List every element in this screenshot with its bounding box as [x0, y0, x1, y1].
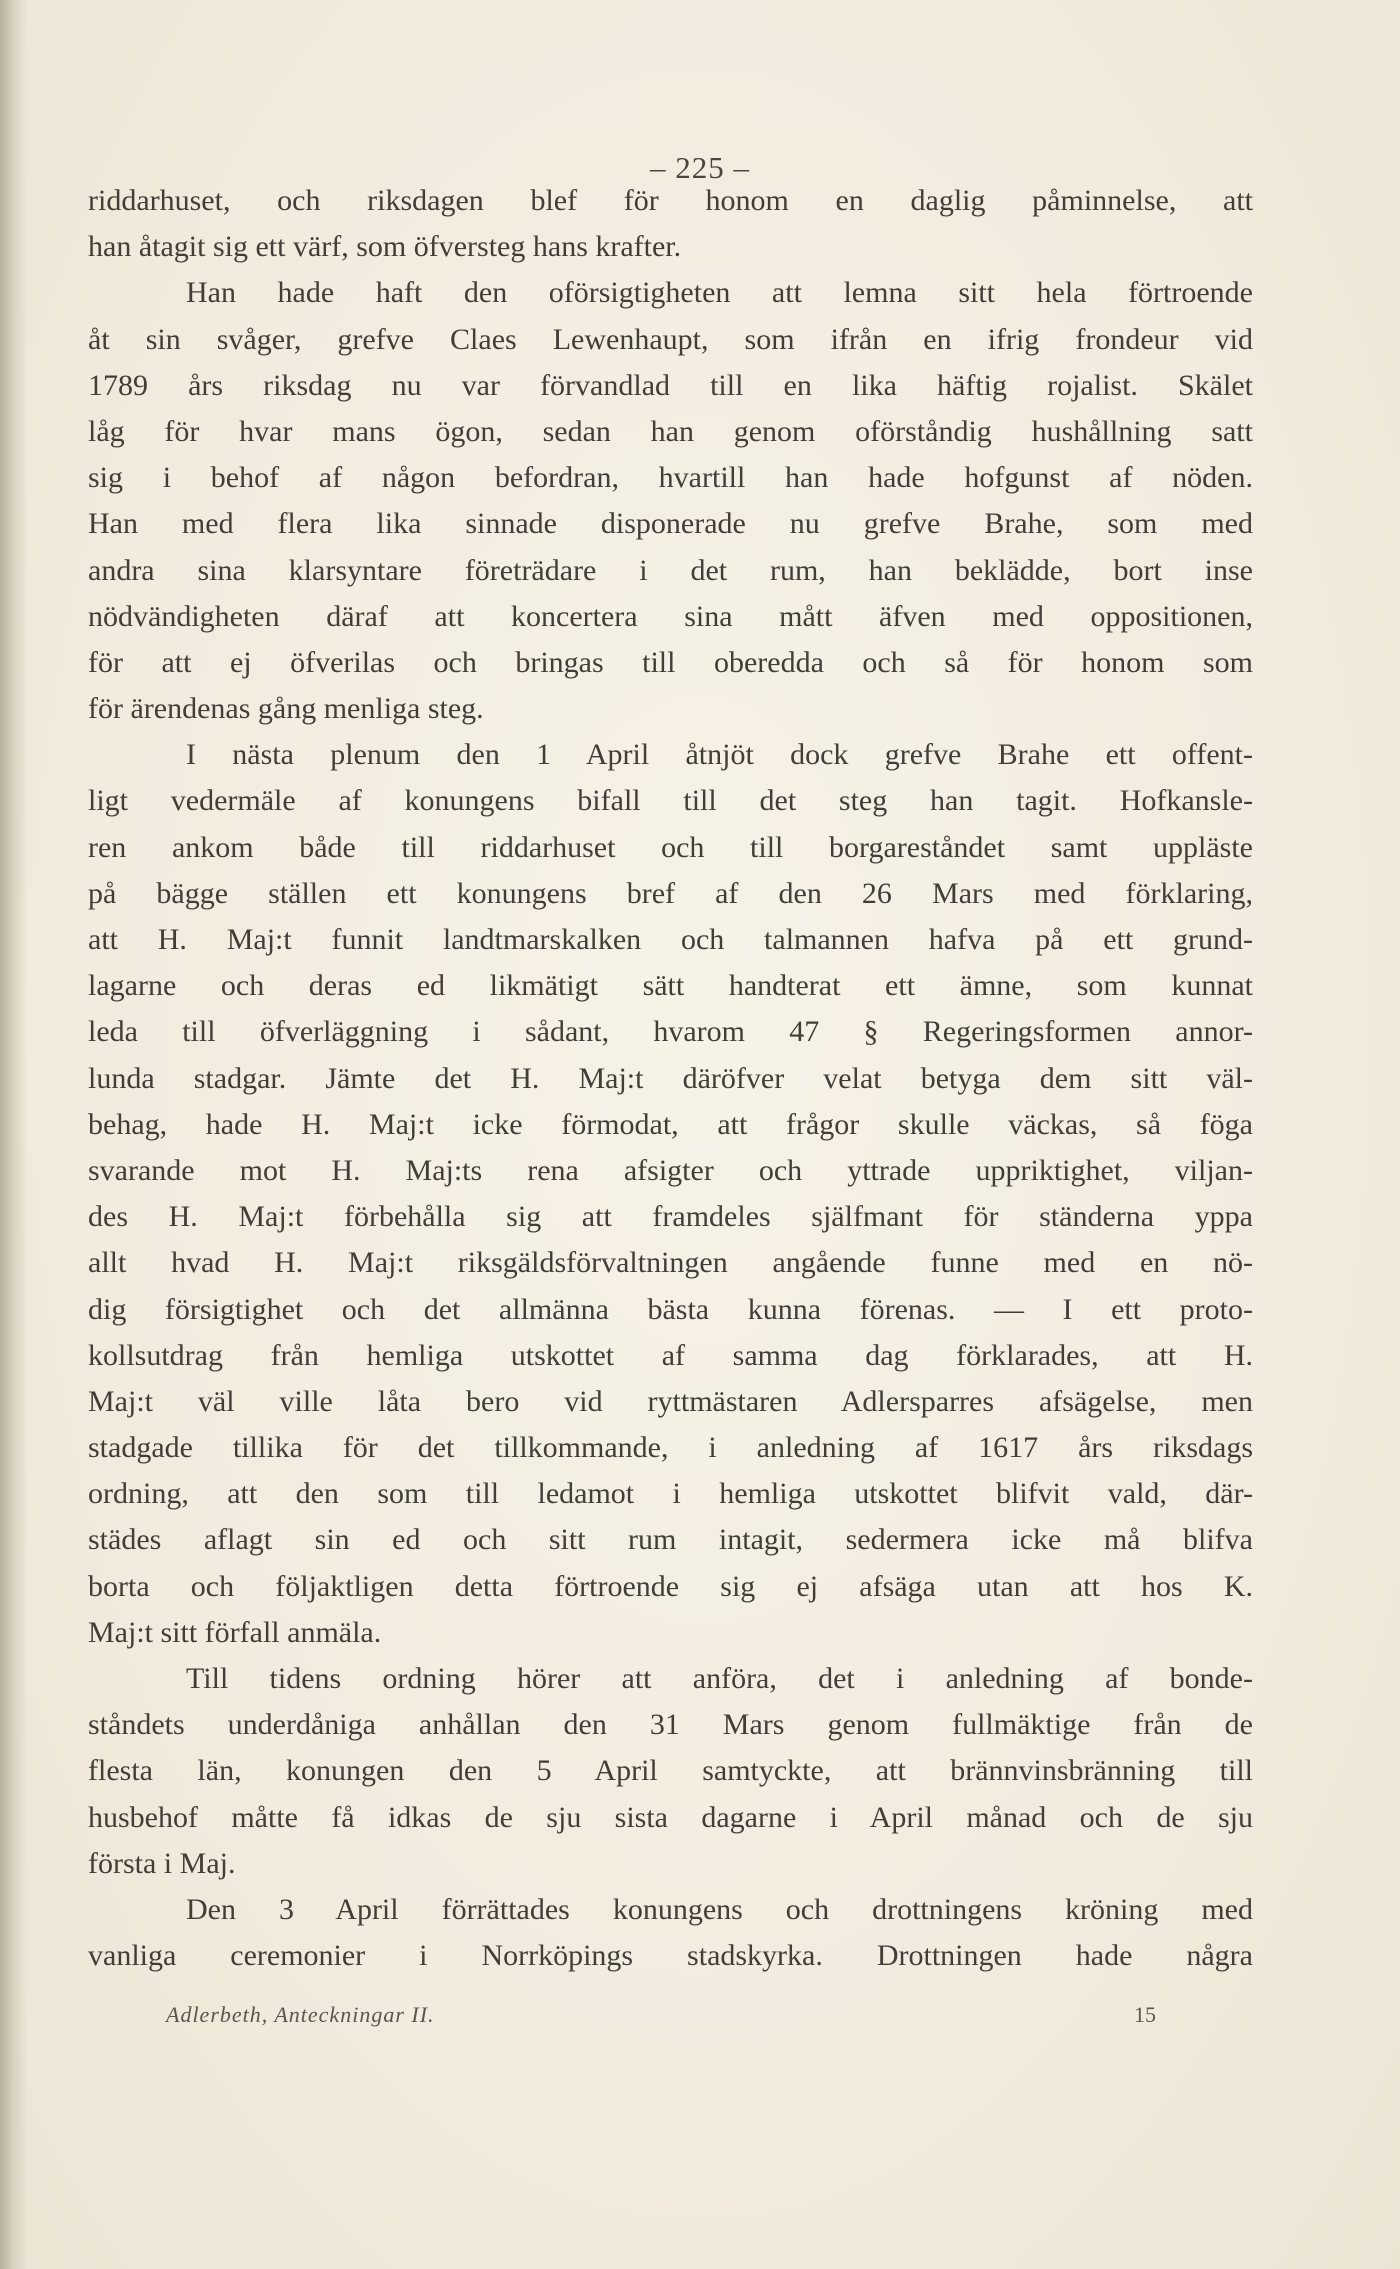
text-line: för ärendenas gång menliga steg.	[88, 692, 484, 726]
text-line: på bägge ställen ett konungens bref af den 26 Mars med förklaring,	[88, 876, 1253, 910]
footer-sheet-mark: 15	[1134, 2002, 1156, 2027]
text-line: flesta län, konungen den 5 April samtyckte, att brännvinsbränning till	[88, 1754, 1253, 1788]
text-line: 1789 års riksdag nu var förvandlad till en lika häftig rojalist. Skälet	[88, 368, 1253, 402]
text-line: sig i behof af någon befordran, hvartill han hade hofgunst af nöden.	[88, 461, 1253, 495]
footer-signature: Adlerbeth, Anteckningar II.	[166, 2002, 435, 2027]
text-line: ståndets underdåniga anhållan den 31 Mars genom fullmäktige från de	[88, 1708, 1253, 1742]
body-text	[88, 178, 1253, 1979]
text-line: Den 3 April förrättades konungens och drottningens kröning med	[186, 1892, 1253, 1926]
text-line: leda till öfverläggning i sådant, hvarom 47 § Regeringsformen annor-	[88, 1015, 1253, 1049]
text-line: kollsutdrag från hemliga utskottet af samma dag förklarades, att H.	[88, 1338, 1253, 1372]
text-line: des H. Maj:t förbehålla sig att framdeles själfmant för ständerna yppa	[88, 1200, 1253, 1234]
text-line: borta och följaktligen detta förtroende sig ej afsäga utan att hos K.	[88, 1569, 1253, 1603]
text-line: nödvändigheten däraf att koncertera sina mått äfven med oppositionen,	[88, 599, 1253, 633]
text-line: stadgade tillika för det tillkommande, i anledning af 1617 års riksdags	[88, 1431, 1253, 1465]
text-line: husbehof måtte få idkas de sju sista dagarne i April månad och de sju	[88, 1800, 1253, 1834]
text-line: för att ej öfverilas och bringas till oberedda och så för honom som	[88, 645, 1253, 679]
page-footer	[166, 2002, 1156, 2036]
text-line: dig försigtighet och det allmänna bästa kunna förenas. — I ett proto-	[88, 1292, 1253, 1326]
text-line: allt hvad H. Maj:t riksgäldsförvaltningen angående funne med en nö-	[88, 1246, 1253, 1280]
text-line: Maj:t väl ville låta bero vid ryttmästaren Adlersparres afsägelse, men	[88, 1384, 1253, 1418]
text-line: vanliga ceremonier i Norrköpings stadskyrka. Drottningen hade några	[88, 1939, 1253, 1973]
text-line: I nästa plenum den 1 April åtnjöt dock grefve Brahe ett offent-	[186, 738, 1253, 772]
text-line: ligt vedermäle af konungens bifall till det steg han tagit. Hofkansle-	[88, 784, 1253, 818]
text-line: Maj:t sitt förfall anmäla.	[88, 1615, 382, 1649]
text-line: lunda stadgar. Jämte det H. Maj:t däröfver velat betyga dem sitt väl-	[88, 1061, 1253, 1095]
text-line: lagarne och deras ed likmätigt sätt handterat ett ämne, som kunnat	[88, 969, 1253, 1003]
text-line: han åtagit sig ett värf, som öfversteg hans krafter.	[88, 230, 682, 264]
page-number: – 225 –	[650, 150, 750, 185]
text-line: behag, hade H. Maj:t icke förmodat, att frågor skulle väckas, så föga	[88, 1107, 1253, 1141]
text-line: ren ankom både till riddarhuset och till borgareståndet samt uppläste	[88, 830, 1253, 864]
text-line: Till tidens ordning hörer att anföra, det i anledning af bonde-	[186, 1662, 1253, 1695]
text-line: låg för hvar mans ögon, sedan han genom oförståndig hushållning satt	[88, 414, 1253, 448]
text-line: städes aflagt sin ed och sitt rum intagit, sedermera icke må blifva	[88, 1523, 1253, 1557]
text-line: svarande mot H. Maj:ts rena afsigter och yttrade uppriktighet, viljan-	[88, 1153, 1253, 1187]
text-line: riddarhuset, och riksdagen blef för honom en daglig påminnelse, att	[88, 184, 1253, 217]
spine-shadow	[0, 0, 28, 2269]
text-line: att H. Maj:t funnit landtmarskalken och talmannen hafva på ett grund-	[88, 923, 1253, 956]
text-line: Han hade haft den oförsigtigheten att lemna sitt hela förtroende	[186, 276, 1253, 310]
text-line: första i Maj.	[88, 1846, 236, 1880]
text-line: åt sin svåger, grefve Claes Lewenhaupt, som ifrån en ifrig frondeur vid	[88, 322, 1253, 356]
text-line: Han med flera lika sinnade disponerade nu grefve Brahe, som med	[88, 507, 1253, 541]
text-line: andra sina klarsyntare företrädare i det rum, han beklädde, bort inse	[88, 553, 1253, 587]
text-line: ordning, att den som till ledamot i hemliga utskottet blifvit vald, där-	[88, 1477, 1253, 1511]
